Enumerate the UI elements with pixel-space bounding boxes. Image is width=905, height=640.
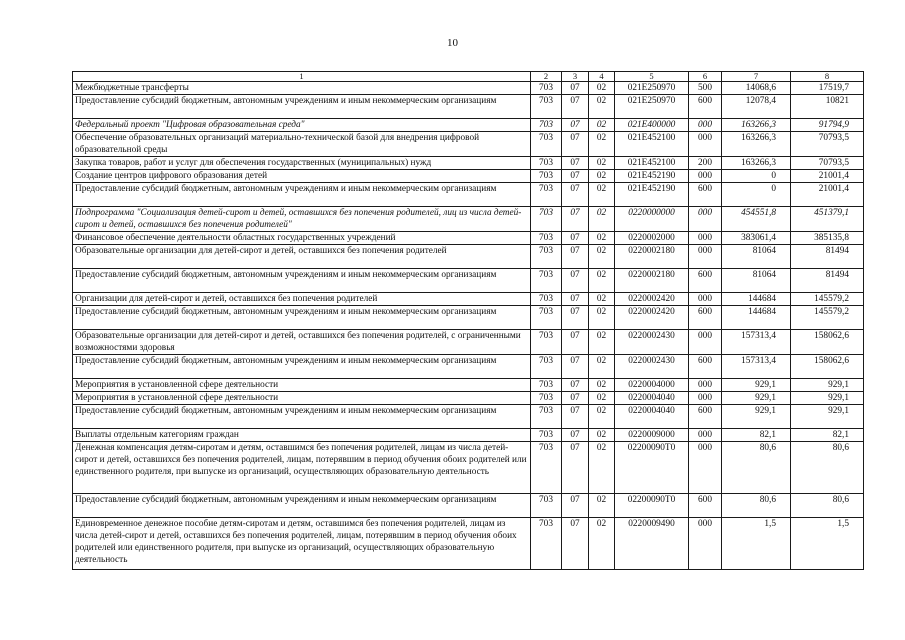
cell-target-article: 0220002420 <box>615 293 689 306</box>
cell-subsection: 02 <box>589 119 615 132</box>
cell-code: 703 <box>531 442 562 494</box>
table-row <box>73 442 864 494</box>
table-row <box>73 232 864 245</box>
cell-subsection: 02 <box>589 392 615 405</box>
cell-code: 703 <box>531 330 562 355</box>
cell-target-article: 0220009490 <box>615 518 689 570</box>
cell-subsection: 02 <box>589 132 615 157</box>
cell-description: Финансовое обеспечение деятельности областных государственных учреждений <box>73 232 531 245</box>
cell-expense-type: 000 <box>689 330 722 355</box>
cell-amount-1: 157313,4 <box>722 330 791 355</box>
cell-code: 703 <box>531 355 562 379</box>
cell-subsection: 02 <box>589 293 615 306</box>
cell-code: 703 <box>531 293 562 306</box>
cell-description: Предоставление субсидий бюджетным, автономным учреждениям и иным некоммерческим организациям <box>73 183 531 207</box>
cell-code: 703 <box>531 494 562 518</box>
cell-amount-2: 145579,2 <box>791 293 864 306</box>
cell-amount-1: 80,6 <box>722 494 791 518</box>
cell-subsection: 02 <box>589 82 615 95</box>
cell-expense-type: 000 <box>689 119 722 132</box>
cell-target-article: 021E452100 <box>615 157 689 170</box>
column-header: 1 <box>73 72 531 82</box>
cell-expense-type: 600 <box>689 95 722 119</box>
cell-subsection: 02 <box>589 442 615 494</box>
cell-target-article: 0220000000 <box>615 207 689 232</box>
cell-expense-type: 000 <box>689 132 722 157</box>
cell-section: 07 <box>562 269 589 293</box>
cell-expense-type: 000 <box>689 429 722 442</box>
cell-amount-1: 12078,4 <box>722 95 791 119</box>
cell-code: 703 <box>531 232 562 245</box>
cell-description: Предоставление субсидий бюджетным, автономным учреждениям и иным некоммерческим организациям <box>73 95 531 119</box>
cell-expense-type: 200 <box>689 157 722 170</box>
cell-description: Предоставление субсидий бюджетным, автономным учреждениям и иным некоммерческим организациям <box>73 269 531 293</box>
cell-subsection: 02 <box>589 170 615 183</box>
table-row <box>73 245 864 269</box>
cell-code: 703 <box>531 245 562 269</box>
cell-target-article: 021E452190 <box>615 170 689 183</box>
cell-subsection: 02 <box>589 306 615 330</box>
cell-subsection: 02 <box>589 429 615 442</box>
cell-description: Единовременное денежное пособие детям-сиротам и детям, оставшимся без попечения родителей, лицам из числа детей-сирот и детей, оставшихся без попечения родителей, лицам, потерявшим в период обучения обоих родителей или единственного родителя, при выпуске из организаций, осуществляющих образовательную деятельность <box>73 518 531 570</box>
cell-description: Обеспечение образовательных организаций материально-технической базой для внедрения цифровой образовательной среды <box>73 132 531 157</box>
cell-subsection: 02 <box>589 355 615 379</box>
table-row <box>73 207 864 232</box>
cell-expense-type: 600 <box>689 269 722 293</box>
cell-amount-1: 929,1 <box>722 392 791 405</box>
table-header-row <box>73 72 864 82</box>
cell-target-article: 021E452100 <box>615 132 689 157</box>
cell-expense-type: 000 <box>689 245 722 269</box>
cell-amount-1: 82,1 <box>722 429 791 442</box>
table-row <box>73 429 864 442</box>
table-row <box>73 183 864 207</box>
cell-code: 703 <box>531 95 562 119</box>
table-row <box>73 293 864 306</box>
cell-code: 703 <box>531 119 562 132</box>
column-header: 6 <box>689 72 722 82</box>
cell-subsection: 02 <box>589 269 615 293</box>
cell-code: 703 <box>531 518 562 570</box>
cell-section: 07 <box>562 82 589 95</box>
cell-amount-1: 163266,3 <box>722 132 791 157</box>
table-row <box>73 379 864 392</box>
cell-description: Образовательные организации для детей-сирот и детей, оставшихся без попечения родителей, с ограниченными возможностями здоровья <box>73 330 531 355</box>
column-header: 2 <box>531 72 562 82</box>
cell-description: Мероприятия в установленной сфере деятельности <box>73 379 531 392</box>
cell-amount-2: 81494 <box>791 245 864 269</box>
cell-subsection: 02 <box>589 183 615 207</box>
cell-amount-2: 1,5 <box>791 518 864 570</box>
cell-expense-type: 600 <box>689 494 722 518</box>
column-header: 3 <box>562 72 589 82</box>
cell-subsection: 02 <box>589 207 615 232</box>
cell-amount-1: 0 <box>722 170 791 183</box>
cell-target-article: 021E250970 <box>615 82 689 95</box>
cell-code: 703 <box>531 429 562 442</box>
cell-section: 07 <box>562 429 589 442</box>
cell-amount-2: 385135,8 <box>791 232 864 245</box>
cell-amount-1: 80,6 <box>722 442 791 494</box>
cell-expense-type: 600 <box>689 306 722 330</box>
cell-section: 07 <box>562 132 589 157</box>
cell-code: 703 <box>531 405 562 429</box>
cell-section: 07 <box>562 330 589 355</box>
cell-section: 07 <box>562 442 589 494</box>
cell-expense-type: 500 <box>689 82 722 95</box>
cell-subsection: 02 <box>589 245 615 269</box>
cell-subsection: 02 <box>589 330 615 355</box>
table-row <box>73 82 864 95</box>
table-row <box>73 405 864 429</box>
cell-amount-2: 451379,1 <box>791 207 864 232</box>
cell-code: 703 <box>531 392 562 405</box>
table-row <box>73 132 864 157</box>
cell-expense-type: 000 <box>689 232 722 245</box>
cell-amount-2: 80,6 <box>791 442 864 494</box>
table-row <box>73 170 864 183</box>
cell-description: Предоставление субсидий бюджетным, автономным учреждениям и иным некоммерческим организациям <box>73 306 531 330</box>
cell-description: Образовательные организации для детей-сирот и детей, оставшихся без попечения родителей <box>73 245 531 269</box>
cell-target-article: 0220002000 <box>615 232 689 245</box>
cell-subsection: 02 <box>589 157 615 170</box>
cell-description: Федеральный проект "Цифровая образовательная среда" <box>73 119 531 132</box>
cell-section: 07 <box>562 306 589 330</box>
column-header: 4 <box>589 72 615 82</box>
table-row <box>73 355 864 379</box>
cell-amount-1: 929,1 <box>722 405 791 429</box>
cell-target-article: 0220002180 <box>615 269 689 293</box>
table-row <box>73 518 864 570</box>
cell-code: 703 <box>531 170 562 183</box>
cell-amount-1: 157313,4 <box>722 355 791 379</box>
cell-code: 703 <box>531 82 562 95</box>
cell-subsection: 02 <box>589 379 615 392</box>
table-row <box>73 306 864 330</box>
cell-subsection: 02 <box>589 232 615 245</box>
cell-amount-2: 70793,5 <box>791 157 864 170</box>
cell-amount-2: 81494 <box>791 269 864 293</box>
cell-amount-1: 144684 <box>722 306 791 330</box>
cell-amount-2: 70793,5 <box>791 132 864 157</box>
cell-code: 703 <box>531 132 562 157</box>
page-number: 10 <box>447 37 458 49</box>
cell-amount-1: 383061,4 <box>722 232 791 245</box>
cell-description: Мероприятия в установленной сфере деятельности <box>73 392 531 405</box>
cell-expense-type: 000 <box>689 518 722 570</box>
table-row <box>73 269 864 293</box>
table-row <box>73 157 864 170</box>
table-row <box>73 95 864 119</box>
cell-subsection: 02 <box>589 494 615 518</box>
cell-section: 07 <box>562 157 589 170</box>
cell-target-article: 0220004040 <box>615 392 689 405</box>
cell-target-article: 0220004040 <box>615 405 689 429</box>
cell-description: Выплаты отдельным категориям граждан <box>73 429 531 442</box>
cell-amount-2: 929,1 <box>791 405 864 429</box>
cell-amount-2: 82,1 <box>791 429 864 442</box>
cell-amount-2: 929,1 <box>791 379 864 392</box>
cell-amount-1: 0 <box>722 183 791 207</box>
cell-description: Подпрограмма "Социализация детей-сирот и детей, оставшихся без попечения родителей, лиц из числа детей-сирот и детей, оставшихся без попечения родителей" <box>73 207 531 232</box>
column-header: 8 <box>791 72 864 82</box>
cell-amount-1: 163266,3 <box>722 157 791 170</box>
cell-description: Денежная компенсация детям-сиротам и детям, оставшимся без попечения родителей, лицам из числа детей-сирот и детей, оставшихся без попечения родителей, лицам, потерявшим в период обучения обоих родителей или единственного родителя, при выпуске из организаций, осуществляющих образовательную деятельность <box>73 442 531 494</box>
cell-section: 07 <box>562 232 589 245</box>
cell-amount-1: 144684 <box>722 293 791 306</box>
table-row <box>73 494 864 518</box>
cell-code: 703 <box>531 269 562 293</box>
cell-expense-type: 000 <box>689 170 722 183</box>
cell-code: 703 <box>531 183 562 207</box>
cell-section: 07 <box>562 405 589 429</box>
cell-section: 07 <box>562 95 589 119</box>
cell-expense-type: 000 <box>689 442 722 494</box>
cell-subsection: 02 <box>589 518 615 570</box>
cell-section: 07 <box>562 170 589 183</box>
cell-amount-1: 163266,3 <box>722 119 791 132</box>
cell-description: Предоставление субсидий бюджетным, автономным учреждениям и иным некоммерческим организациям <box>73 355 531 379</box>
table-row <box>73 392 864 405</box>
cell-target-article: 0220002420 <box>615 306 689 330</box>
cell-amount-1: 14068,6 <box>722 82 791 95</box>
cell-target-article: 0220002430 <box>615 355 689 379</box>
cell-target-article: 021E452190 <box>615 183 689 207</box>
cell-expense-type: 000 <box>689 392 722 405</box>
cell-amount-1: 454551,8 <box>722 207 791 232</box>
cell-expense-type: 000 <box>689 379 722 392</box>
cell-description: Организации для детей-сирот и детей, оставшихся без попечения родителей <box>73 293 531 306</box>
cell-expense-type: 600 <box>689 405 722 429</box>
cell-section: 07 <box>562 518 589 570</box>
cell-amount-1: 1,5 <box>722 518 791 570</box>
cell-target-article: 0220009000 <box>615 429 689 442</box>
cell-section: 07 <box>562 392 589 405</box>
cell-expense-type: 000 <box>689 293 722 306</box>
cell-expense-type: 600 <box>689 183 722 207</box>
cell-subsection: 02 <box>589 95 615 119</box>
cell-target-article: 02200090T0 <box>615 442 689 494</box>
cell-description: Закупка товаров, работ и услуг для обеспечения государственных (муниципальных) нужд <box>73 157 531 170</box>
cell-section: 07 <box>562 245 589 269</box>
cell-description: Межбюджетные трансферты <box>73 82 531 95</box>
cell-section: 07 <box>562 183 589 207</box>
cell-amount-1: 81064 <box>722 245 791 269</box>
column-header: 5 <box>615 72 689 82</box>
cell-description: Создание центров цифрового образования детей <box>73 170 531 183</box>
cell-amount-2: 17519,7 <box>791 82 864 95</box>
cell-amount-1: 81064 <box>722 269 791 293</box>
cell-amount-2: 21001,4 <box>791 183 864 207</box>
cell-code: 703 <box>531 379 562 392</box>
cell-target-article: 0220002180 <box>615 245 689 269</box>
cell-code: 703 <box>531 157 562 170</box>
cell-amount-2: 158062,6 <box>791 330 864 355</box>
table-row <box>73 330 864 355</box>
cell-target-article: 0220004000 <box>615 379 689 392</box>
cell-amount-2: 158062,6 <box>791 355 864 379</box>
cell-section: 07 <box>562 494 589 518</box>
cell-amount-2: 10821 <box>791 95 864 119</box>
cell-amount-2: 91794,9 <box>791 119 864 132</box>
cell-target-article: 021E400000 <box>615 119 689 132</box>
cell-amount-2: 21001,4 <box>791 170 864 183</box>
cell-description: Предоставление субсидий бюджетным, автономным учреждениям и иным некоммерческим организациям <box>73 494 531 518</box>
cell-code: 703 <box>531 306 562 330</box>
cell-section: 07 <box>562 379 589 392</box>
cell-target-article: 021E250970 <box>615 95 689 119</box>
cell-amount-2: 145579,2 <box>791 306 864 330</box>
cell-target-article: 0220002430 <box>615 330 689 355</box>
cell-section: 07 <box>562 207 589 232</box>
cell-expense-type: 000 <box>689 207 722 232</box>
table-row <box>73 119 864 132</box>
cell-section: 07 <box>562 355 589 379</box>
column-header: 7 <box>722 72 791 82</box>
cell-expense-type: 600 <box>689 355 722 379</box>
cell-amount-2: 929,1 <box>791 392 864 405</box>
cell-target-article: 02200090T0 <box>615 494 689 518</box>
budget-table <box>72 71 864 570</box>
cell-section: 07 <box>562 293 589 306</box>
cell-amount-2: 80,6 <box>791 494 864 518</box>
cell-subsection: 02 <box>589 405 615 429</box>
cell-section: 07 <box>562 119 589 132</box>
cell-code: 703 <box>531 207 562 232</box>
cell-description: Предоставление субсидий бюджетным, автономным учреждениям и иным некоммерческим организациям <box>73 405 531 429</box>
cell-amount-1: 929,1 <box>722 379 791 392</box>
